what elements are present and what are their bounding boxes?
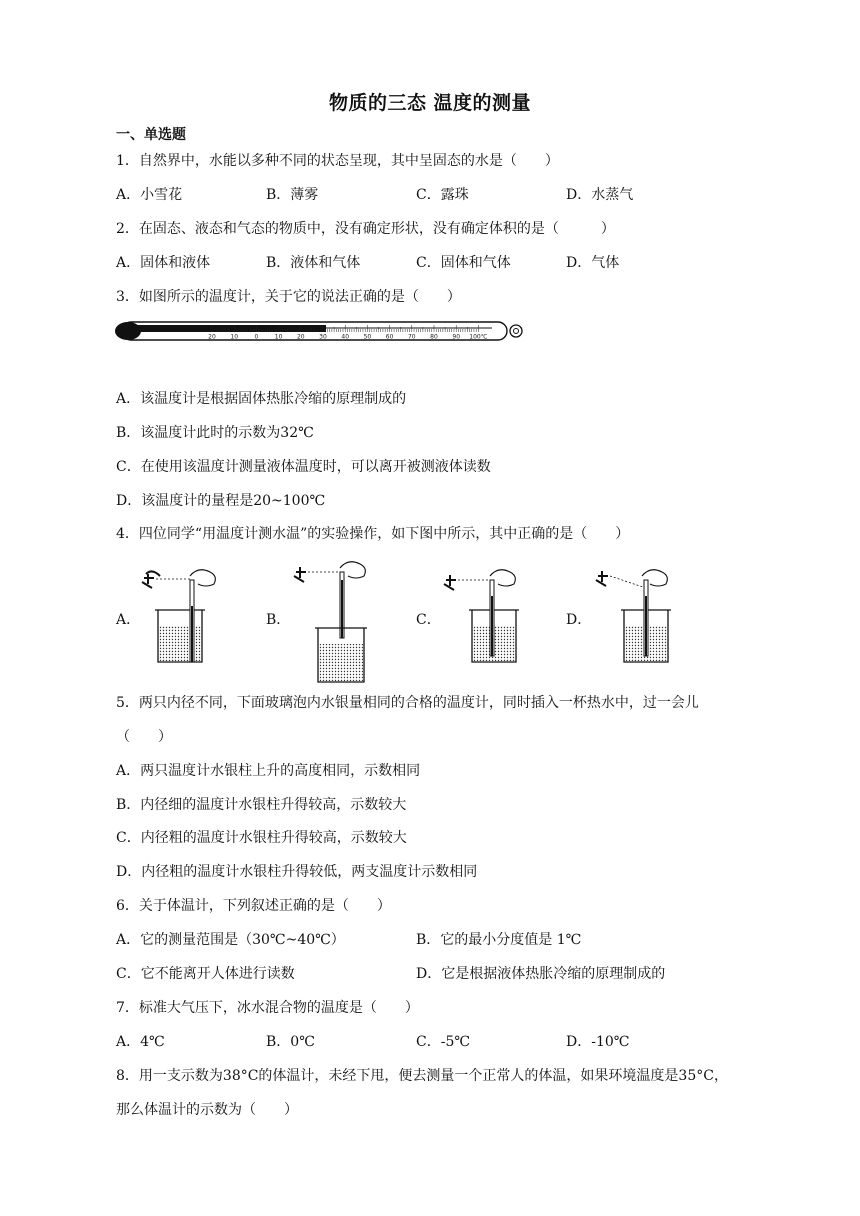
- thermometer-figure: [114, 316, 526, 350]
- q2-option-b: B．液体和气体: [266, 255, 361, 271]
- q3-option-c: C．在使用该温度计测量液体温度时，可以离开被测液体读数: [116, 459, 491, 475]
- scale-tick-label: 20: [296, 333, 305, 341]
- scale-tick-label: 100℃: [469, 333, 488, 341]
- question-1-stem: 1．自然界中，水能以多种不同的状态呈现，其中呈固态的水是（ ）: [116, 153, 559, 169]
- q6-option-b: B．它的最小分度值是 1℃: [416, 932, 582, 948]
- question-6-stem: 6．关于体温计，下列叙述正确的是（ ）: [116, 898, 391, 914]
- page-title: 物质的三态 温度的测量: [328, 92, 532, 114]
- q6-option-a: A．它的测量范围是（30℃~40℃）: [116, 932, 345, 948]
- scale-tick-label: 90: [452, 333, 461, 341]
- scale-tick-label: 30: [319, 333, 327, 341]
- q4-option-b: B．: [266, 612, 291, 628]
- q3-option-a: A．该温度计是根据固体热胀冷缩的原理制成的: [116, 391, 407, 407]
- scale-tick-label: 80: [430, 333, 438, 341]
- q4-option-a: A．: [116, 612, 141, 628]
- q6-option-d: D．它是根据液体热胀冷缩的原理制成的: [416, 966, 666, 982]
- scale-tick-label: 40: [341, 333, 350, 341]
- question-8-stem: 8．用一支示数为38°C的体温计，未经下甩，便去测量一个正常人的体温，如果环境温度是35°C，: [116, 1068, 728, 1084]
- question-3-stem: 3．如图所示的温度计，关于它的说法正确的是（ ）: [116, 289, 461, 305]
- q2-option-c: C．固体和气体: [416, 255, 511, 271]
- question-5-stem: 5．两只内径不同，下面玻璃泡内水银量相同的合格的温度计，同时插入一杯热水中，过一会儿: [116, 695, 699, 711]
- q7-option-d: D．-10℃: [566, 1034, 630, 1050]
- section-heading: 一、单选题: [116, 127, 186, 143]
- q7-option-a: A．4℃: [116, 1034, 165, 1050]
- scale-tick-label: 60: [385, 333, 394, 341]
- beaker-figure-a: [138, 566, 228, 666]
- scale-tick-label: 20: [208, 333, 216, 341]
- beaker-figure-d: [592, 566, 682, 666]
- q1-option-a: A．小雪花: [116, 187, 183, 203]
- q4-option-c: C．: [416, 612, 441, 628]
- q5-option-d: D．内径粗的温度计水银柱升得较低，两支温度计示数相同: [116, 864, 478, 880]
- q7-option-c: C．-5℃: [416, 1034, 471, 1050]
- q2-option-a: A．固体和液体: [116, 255, 211, 271]
- q5-option-a: A．两只温度计水银柱上升的高度相同，示数相同: [116, 763, 421, 779]
- q1-option-b: B．薄雾: [266, 187, 319, 203]
- question-2-stem: 2．在固态、液态和气态的物质中，没有确定形状，没有确定体积的是（ ）: [116, 221, 615, 237]
- scale-tick-label: 70: [407, 333, 416, 341]
- q7-option-b: B．0℃: [266, 1034, 315, 1050]
- question-8-stem-cont: 那么体温计的示数为（ ）: [116, 1102, 298, 1118]
- q1-option-d: D．水蒸气: [566, 187, 634, 203]
- q4-option-d: D．: [566, 612, 592, 628]
- beaker-figure-c: [440, 566, 530, 666]
- q2-option-d: D．气体: [566, 255, 620, 271]
- question-5-stem-cont: （ ）: [116, 729, 172, 745]
- beaker-figure-b: [286, 556, 376, 686]
- q1-option-c: C．露珠: [416, 187, 469, 203]
- q3-option-b: B．该温度计此时的示数为32℃: [116, 425, 314, 441]
- q5-option-c: C．内径粗的温度计水银柱升得较高，示数较大: [116, 830, 407, 846]
- question-4-stem: 4．四位同学“用温度计测水温”的实验操作，如下图中所示，其中正确的是（ ）: [116, 526, 630, 542]
- scale-tick-label: 10: [230, 333, 239, 341]
- q6-option-c: C．它不能离开人体进行读数: [116, 966, 295, 982]
- q5-option-b: B．内径细的温度计水银柱升得较高，示数较大: [116, 797, 407, 813]
- scale-tick-label: 50: [363, 333, 372, 341]
- scale-tick-label: 10: [274, 333, 283, 341]
- q3-option-d: D．该温度计的量程是20~100℃: [116, 493, 326, 509]
- scale-tick-label: 0: [254, 333, 259, 341]
- question-7-stem: 7．标准大气压下，冰水混合物的温度是（ ）: [116, 1000, 419, 1016]
